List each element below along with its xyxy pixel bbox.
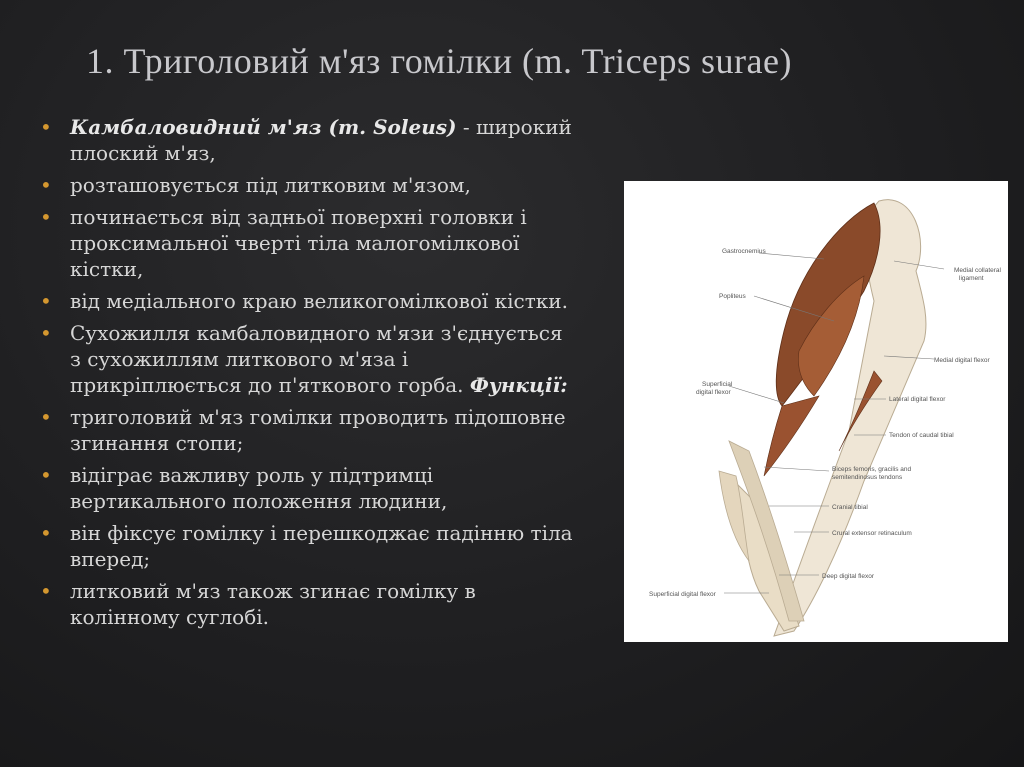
bullet-item: [40, 578, 630, 630]
label-lateral-digital-flexor: Lateral digital flexor: [889, 396, 946, 403]
bullet-line: [70, 172, 630, 198]
bullet-marker: •: [40, 521, 52, 545]
bullet-item: [40, 520, 630, 572]
bold-term: Функції:: [469, 373, 568, 397]
bullet-marker: •: [40, 289, 52, 313]
bullet-line: [70, 404, 630, 430]
label-tendon-caudal-tibial: Tendon of caudal tibial: [889, 432, 954, 439]
bullet-line: [70, 230, 630, 256]
bullet-item: [40, 114, 630, 166]
bullet-text: - широкий: [456, 115, 572, 139]
bullet-text: вертикального положення людини,: [70, 489, 448, 513]
bullet-item: [40, 462, 630, 514]
label-popliteus: Popliteus: [719, 293, 746, 300]
label-crural-extensor: Crural extensor retinaculum: [832, 530, 912, 537]
bullet-text: від медіального краю великогомілкової кістки.: [70, 289, 568, 313]
bullet-text: Сухожилля камбаловидного м'язи з'єднується: [70, 321, 563, 345]
bullet-marker: •: [40, 173, 52, 197]
bullet-line: [70, 462, 630, 488]
bullet-text: починається від задньої поверхні головки і: [70, 205, 527, 229]
bullet-text: триголовий м'яз гомілки проводить підошовне: [70, 405, 566, 429]
bullet-line: [70, 520, 630, 546]
label-superficial-1: Superficial: [702, 381, 733, 388]
bullet-text: з сухожиллям литкового м'яза і: [70, 347, 409, 371]
bullet-text: згинання стопи;: [70, 431, 244, 455]
label-superficial-bottom: Superficial digital flexor: [649, 591, 716, 598]
label-superficial-2: digital flexor: [696, 389, 731, 396]
bullet-line: [70, 372, 630, 398]
label-cranial-tibial: Cranial tibial: [832, 504, 868, 511]
bullet-line: [70, 204, 630, 230]
digital-flexor-muscle: [764, 396, 819, 476]
bullet-item: [40, 288, 630, 314]
label-medial-digital-flexor: Medial digital flexor: [934, 357, 990, 364]
bullet-marker: •: [40, 463, 52, 487]
bullet-list: [40, 114, 630, 734]
bullet-line: [70, 256, 630, 282]
bullet-text: колінному суглобі.: [70, 605, 270, 629]
slide-title: 1. Триголовий м'яз гомілки (m. Triceps surae): [86, 41, 792, 81]
bullet-marker: •: [40, 579, 52, 603]
label-medial-collateral: Medial collateral: [954, 267, 1001, 274]
bullet-text: плоский м'яз,: [70, 141, 216, 165]
anatomy-illustration: [624, 181, 1008, 642]
bullet-line: [70, 604, 630, 630]
bullet-line: [70, 320, 630, 346]
bullet-line: [70, 488, 630, 514]
label-biceps-1: Biceps femoris, gracilis and: [832, 466, 912, 473]
leg-muscle-diagram: [624, 181, 1008, 642]
bold-term: Камбаловидний м'яз (m. Soleus): [70, 115, 457, 139]
bullet-item: [40, 204, 630, 282]
bullet-marker: •: [40, 205, 52, 229]
bullet-text: проксимальної чверті тіла малогомілкової: [70, 231, 520, 255]
bullet-line: [70, 430, 630, 456]
label-ligament: ligament: [959, 275, 984, 282]
label-deep-digital-flexor: Deep digital flexor: [822, 573, 875, 580]
bullet-text: литковий м'яз також згинає гомілку в: [70, 579, 476, 603]
bullet-line: [70, 578, 630, 604]
bullet-item: [40, 404, 630, 456]
bullet-text: вперед;: [70, 547, 151, 571]
bullet-line: [70, 140, 630, 166]
bullet-line: [70, 288, 630, 314]
bullet-text: прикріплюється до п'яткового горба.: [70, 373, 470, 397]
bullet-text: він фіксує гомілку і перешкоджає падінню тіла: [70, 521, 573, 545]
bullet-marker: •: [40, 321, 52, 345]
bullet-marker: •: [40, 115, 52, 139]
bullet-marker: •: [40, 405, 52, 429]
bullet-line: [70, 114, 630, 140]
bullet-item: [40, 320, 630, 398]
label-gastrocnemius: Gastrocnemius: [722, 248, 766, 255]
bullet-line: [70, 346, 630, 372]
bullet-text: кістки,: [70, 257, 144, 281]
bullet-line: [70, 546, 630, 572]
bullet-text: відіграє важливу роль у підтримці: [70, 463, 434, 487]
bullet-text: розташовується під литковим м'язом,: [70, 173, 471, 197]
bullet-item: [40, 172, 630, 198]
label-biceps-2: semitendinosus tendons: [832, 474, 903, 481]
